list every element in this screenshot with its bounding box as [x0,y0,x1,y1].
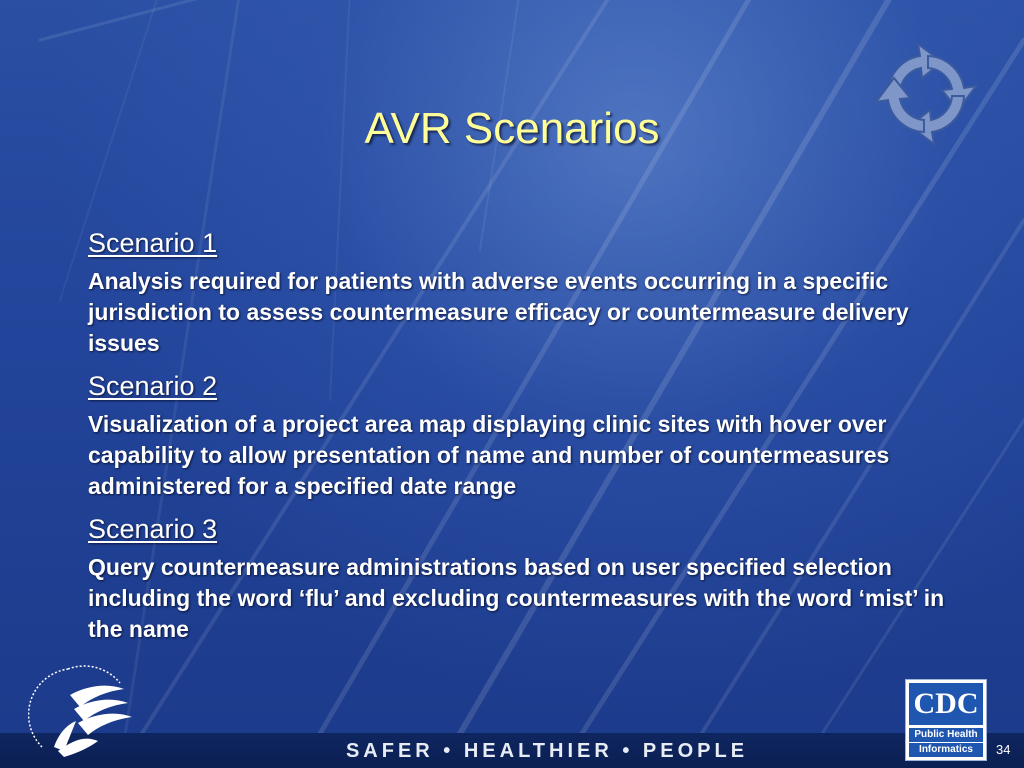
scenario-description: Analysis required for patients with adverse events occurring in a specific jurisdiction to assess countermeasure efficacy or countermeasure delivery issues [88,268,909,356]
cdc-logo-letters: CDC [909,683,983,725]
scenario-item [88,369,968,502]
slide-title: AVR Scenarios [364,104,660,153]
scenario-description: Visualization of a project area map displaying clinic sites with hover over capability to allow presentation of name and number of countermeasures administered for a specified date range [88,411,890,499]
cdc-logo-line2: Informatics [909,743,983,757]
hhs-logo-icon [28,655,140,765]
scenario-item [88,226,968,359]
scenario-heading: Scenario 2 [88,371,218,401]
footer-tagline: SAFER • HEALTHIER • PEOPLE [345,740,749,762]
scenario-description: Query countermeasure administrations based on user specified selection including the word ‘flu’ and excluding countermeasures with the word ‘mist’ in the name [88,554,945,642]
scenario-heading: Scenario 1 [88,228,218,258]
scenario-item [88,512,968,645]
scenario-heading: Scenario 3 [88,514,218,544]
page-number: 34 [996,742,1011,757]
cdc-logo [905,679,987,761]
cdc-logo-line1: Public Health [909,728,983,742]
scenario-list [88,226,968,655]
